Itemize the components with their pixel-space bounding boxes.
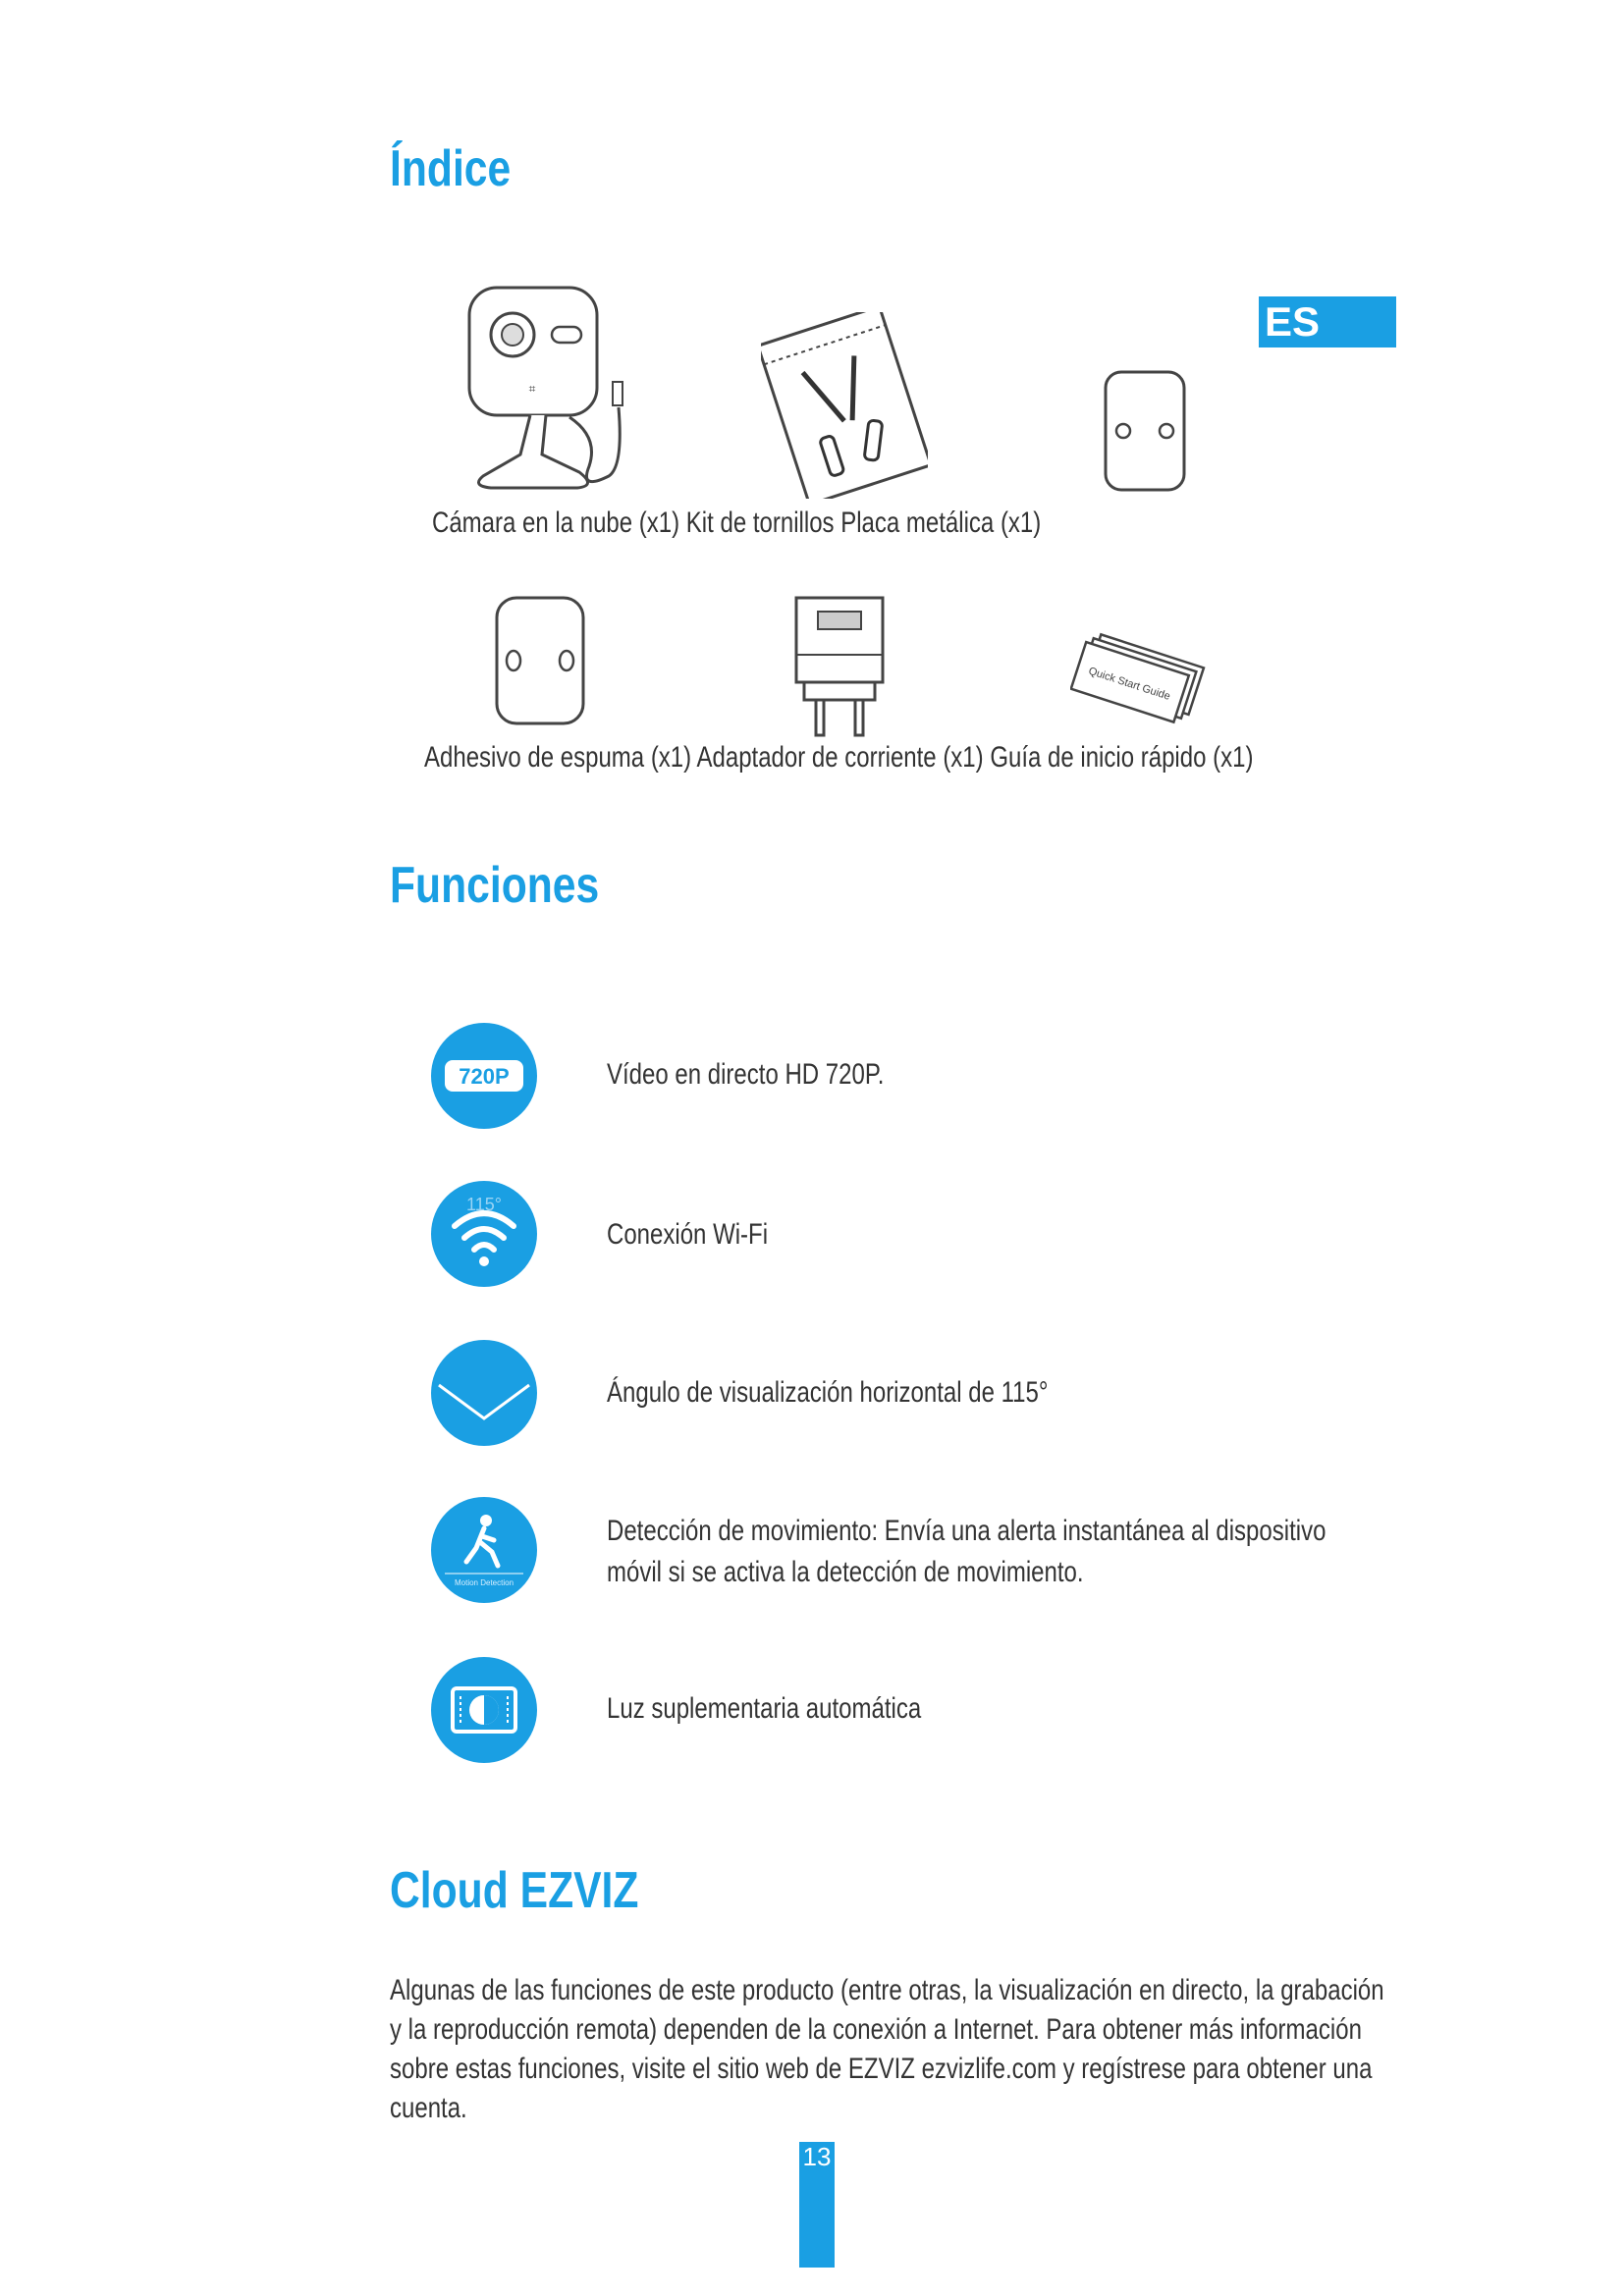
metal-plate-icon <box>1102 368 1190 496</box>
feature-wifi-text <box>607 1214 768 1255</box>
feature-line: Luz suplementaria automática <box>607 1692 922 1725</box>
feature-line: Ángulo de visualización horizontal de 115° <box>607 1376 1049 1409</box>
power-adapter-icon <box>790 594 889 741</box>
quick-start-guide-icon <box>1070 628 1218 726</box>
wifi-icon <box>431 1181 537 1287</box>
cloud-paragraph <box>390 1971 1384 2128</box>
motion-detection-label: Motion Detection <box>454 1578 514 1587</box>
cloud-heading: Cloud EZVIZ <box>390 1862 639 1919</box>
paragraph-line: cuenta. <box>390 2092 467 2124</box>
index-heading: Índice <box>390 140 512 197</box>
package-row2-caption: Adhesivo de espuma (x1) Adaptador de corriente (x1) Guía de inicio rápido (x1) <box>424 741 1254 774</box>
page-number: 13 <box>799 2142 835 2268</box>
feature-light-text <box>607 1688 921 1730</box>
wifi-angle-label: 115° <box>466 1195 502 1214</box>
supplementary-light-icon <box>431 1657 537 1763</box>
feature-720p-text <box>607 1054 884 1095</box>
package-row1-caption: Cámara en la nube (x1) Kit de tornillos Placa metálica (x1) <box>432 507 1042 539</box>
motion-detection-icon <box>431 1497 537 1603</box>
feature-angle-text <box>607 1372 1048 1414</box>
feature-motion-text <box>607 1511 1326 1593</box>
hd-720p-icon <box>431 1023 537 1129</box>
feature-line: móvil si se activa la detección de movimiento. <box>607 1556 1084 1588</box>
paragraph-line: y la reproducción remota) dependen de la conexión a Internet. Para obtener más información <box>390 2013 1362 2046</box>
screw-kit-icon <box>761 312 928 499</box>
feature-line: Detección de movimiento: Envía una alerta instantánea al dispositivo <box>607 1515 1326 1547</box>
quick-guide-label: Quick Start Guide <box>1087 665 1172 703</box>
feature-line: Conexión Wi-Fi <box>607 1218 769 1251</box>
language-badge: ES <box>1259 296 1396 347</box>
viewing-angle-icon <box>431 1340 537 1446</box>
paragraph-line: sobre estas funciones, visite el sitio web de EZVIZ ezvizlife.com y regístrese para obtener una <box>390 2053 1373 2085</box>
feature-line: Vídeo en directo HD 720P. <box>607 1058 885 1091</box>
svg-text:⌗: ⌗ <box>528 382 536 396</box>
foam-adhesive-icon <box>493 594 591 731</box>
hd-720p-label: 720P <box>459 1064 510 1089</box>
features-heading: Funciones <box>390 857 600 914</box>
paragraph-line: Algunas de las funciones de este producto (entre otras, la visualización en directo, la grabación <box>390 1974 1384 2006</box>
camera-icon <box>452 280 648 506</box>
